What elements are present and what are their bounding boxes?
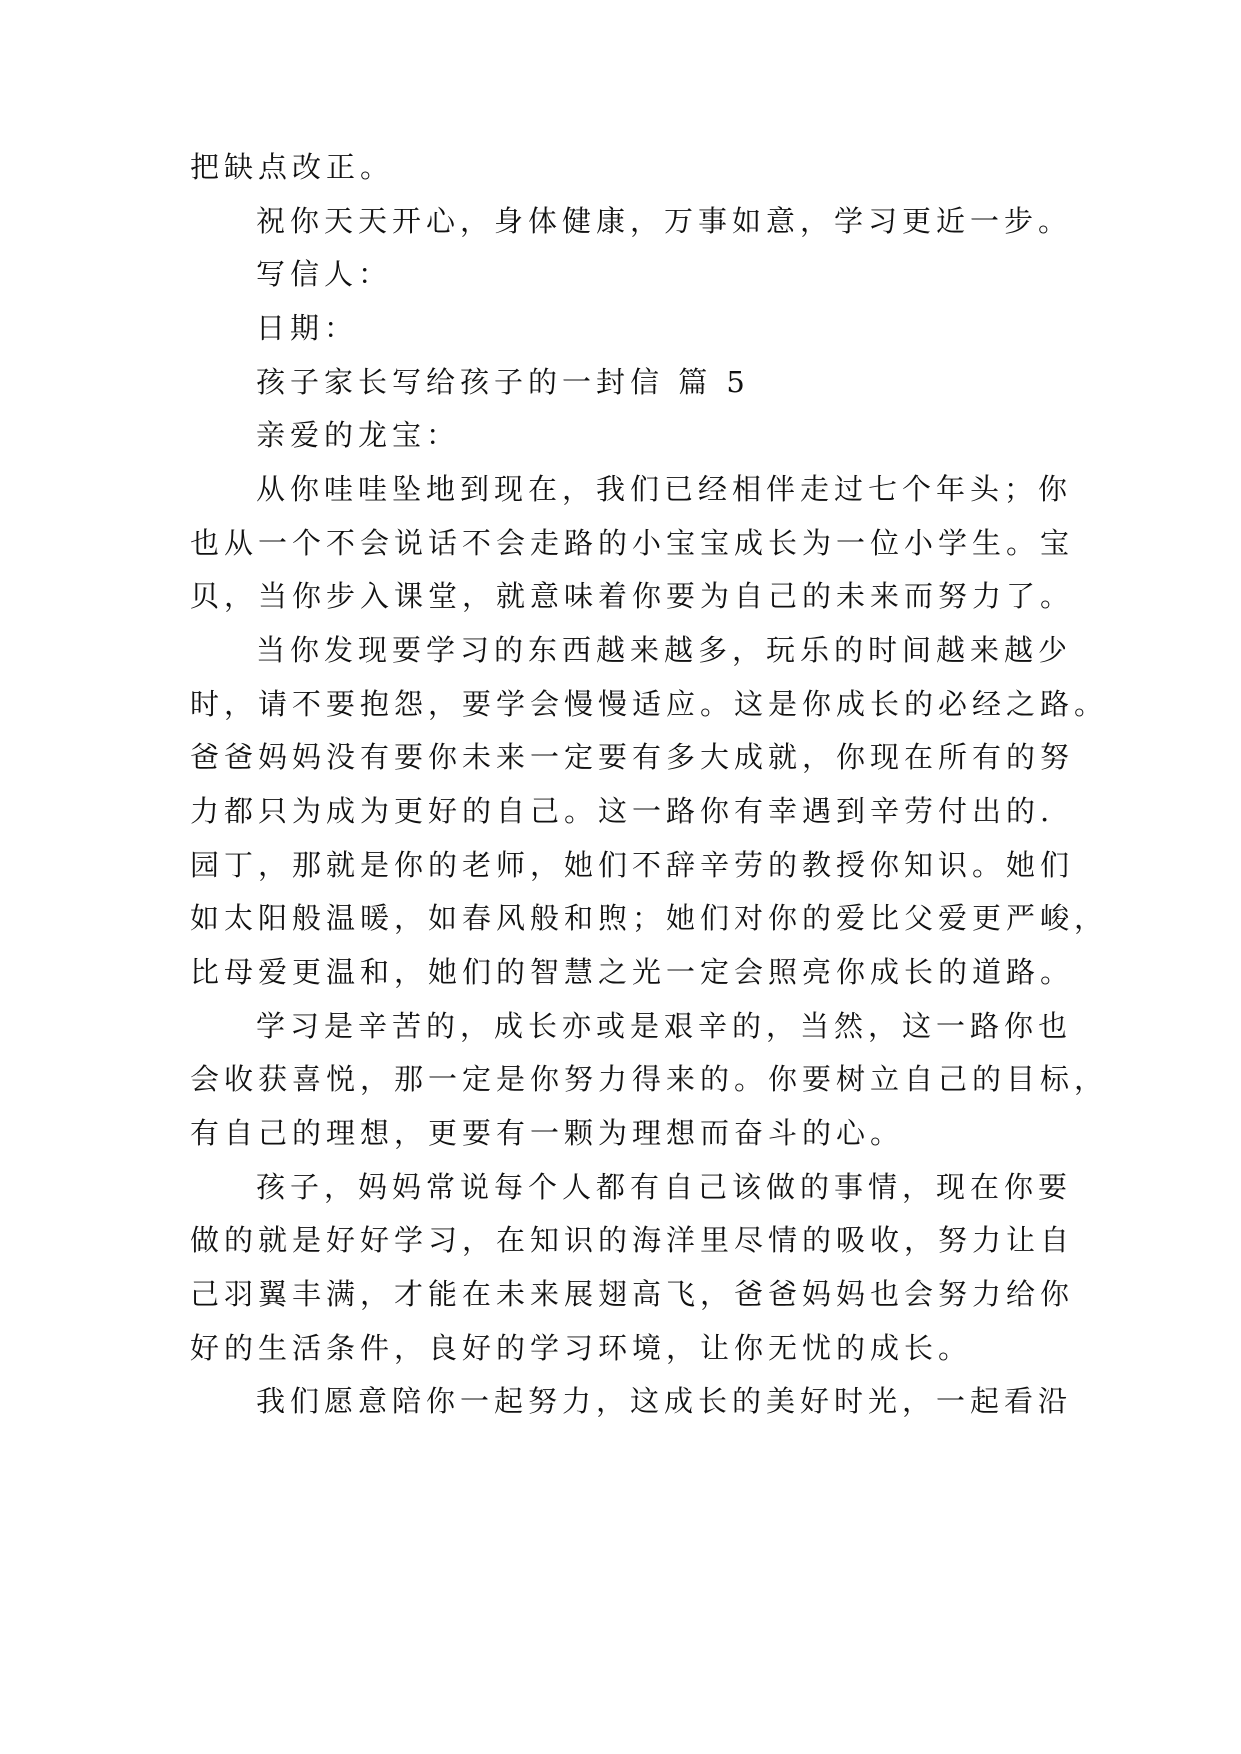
text-line: 会收获喜悦，那一定是你努力得来的。你要树立自己的目标， bbox=[190, 1062, 1109, 1096]
text-line: 日期： bbox=[256, 311, 359, 345]
text-line: 从你哇哇坠地到现在，我们已经相伴走过七个年头；你 bbox=[256, 472, 1073, 506]
text-line: 当你发现要学习的东西越来越多，玩乐的时间越来越少 bbox=[256, 633, 1073, 667]
text-line: 把缺点改正。 bbox=[190, 150, 395, 184]
text-line: 己羽翼丰满，才能在未来展翅高飞，爸爸妈妈也会努力给你 bbox=[190, 1277, 1075, 1311]
text-line: 祝你天天开心，身体健康，万事如意，学习更近一步。 bbox=[256, 204, 1073, 238]
text-line: 学习是辛苦的，成长亦或是艰辛的，当然，这一路你也 bbox=[256, 1009, 1073, 1043]
text-line: 贝，当你步入课堂，就意味着你要为自己的未来而努力了。 bbox=[190, 579, 1075, 613]
text-line: 我们愿意陪你一起努力，这成长的美好时光，一起看沿 bbox=[256, 1384, 1073, 1418]
text-line: 也从一个不会说话不会走路的小宝宝成长为一位小学生。宝 bbox=[190, 526, 1075, 560]
text-line: 做的就是好好学习，在知识的海洋里尽情的吸收，努力让自 bbox=[190, 1223, 1075, 1257]
text-line: 爸爸妈妈没有要你未来一定要有多大成就，你现在所有的努 bbox=[190, 740, 1075, 774]
text-line: 力都只为成为更好的自己。这一路你有幸遇到辛劳付出的. bbox=[190, 794, 1055, 828]
section-heading: 孩子家长写给孩子的一封信 篇 5 bbox=[256, 365, 750, 399]
text-line: 写信人： bbox=[256, 257, 393, 291]
text-line: 比母爱更温和，她们的智慧之光一定会照亮你成长的道路。 bbox=[190, 955, 1075, 989]
text-line: 孩子，妈妈常说每个人都有自己该做的事情，现在你要 bbox=[256, 1170, 1073, 1204]
text-line: 园丁，那就是你的老师，她们不辞辛劳的教授你知识。她们 bbox=[190, 848, 1075, 882]
salutation: 亲爱的龙宝： bbox=[256, 418, 461, 452]
text-line: 有自己的理想，更要有一颗为理想而奋斗的心。 bbox=[190, 1116, 905, 1150]
text-line: 时，请不要抱怨，要学会慢慢适应。这是你成长的必经之路。 bbox=[190, 687, 1109, 721]
text-line: 好的生活条件，良好的学习环境，让你无忧的成长。 bbox=[190, 1331, 973, 1365]
text-line: 如太阳般温暖，如春风般和煦；她们对你的爱比父爱更严峻， bbox=[190, 901, 1109, 935]
